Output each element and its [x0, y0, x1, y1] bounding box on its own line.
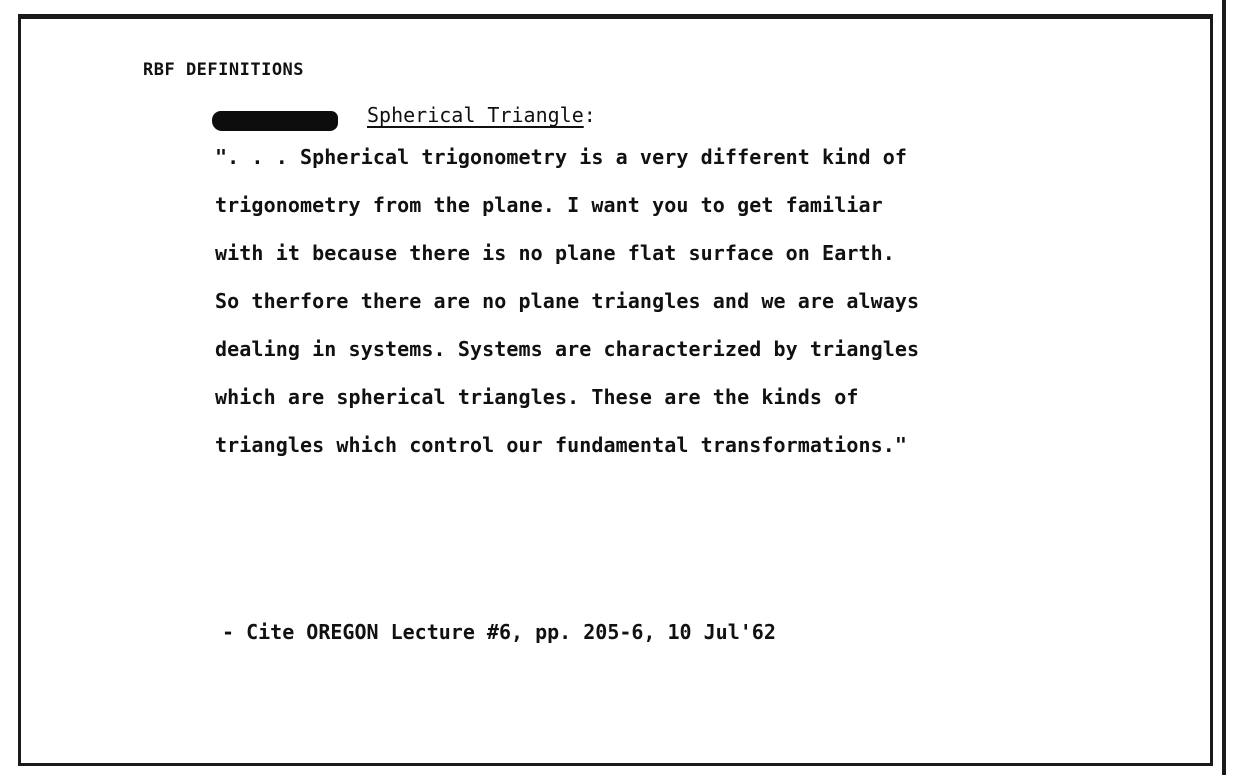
term-colon: :	[583, 103, 596, 127]
citation: - Cite OREGON Lecture #6, pp. 205-6, 10 Jul'62	[222, 620, 776, 644]
card-header: RBF DEFINITIONS	[143, 60, 305, 80]
quote-line-2: trigonometry from the plane. I want you to get familiar	[215, 193, 883, 217]
quote-line-7: triangles which control our fundamental transformations."	[215, 433, 908, 457]
redaction-mark	[212, 111, 338, 131]
quote-line-5: dealing in systems. Systems are characterized by triangles	[215, 337, 920, 361]
quote-line-4: So therfore there are no plane triangles and we are always	[215, 289, 920, 313]
quote-line-1: ". . . Spherical trigonometry is a very different kind of	[215, 145, 908, 169]
quote-line-6: which are spherical triangles. These are the kinds of	[215, 385, 859, 409]
adjacent-card-edge	[1222, 0, 1226, 775]
quote-line-3: with it because there is no plane flat surface on Earth.	[215, 241, 895, 265]
term-text: Spherical Triangle	[367, 103, 584, 127]
definition-term	[367, 103, 596, 127]
